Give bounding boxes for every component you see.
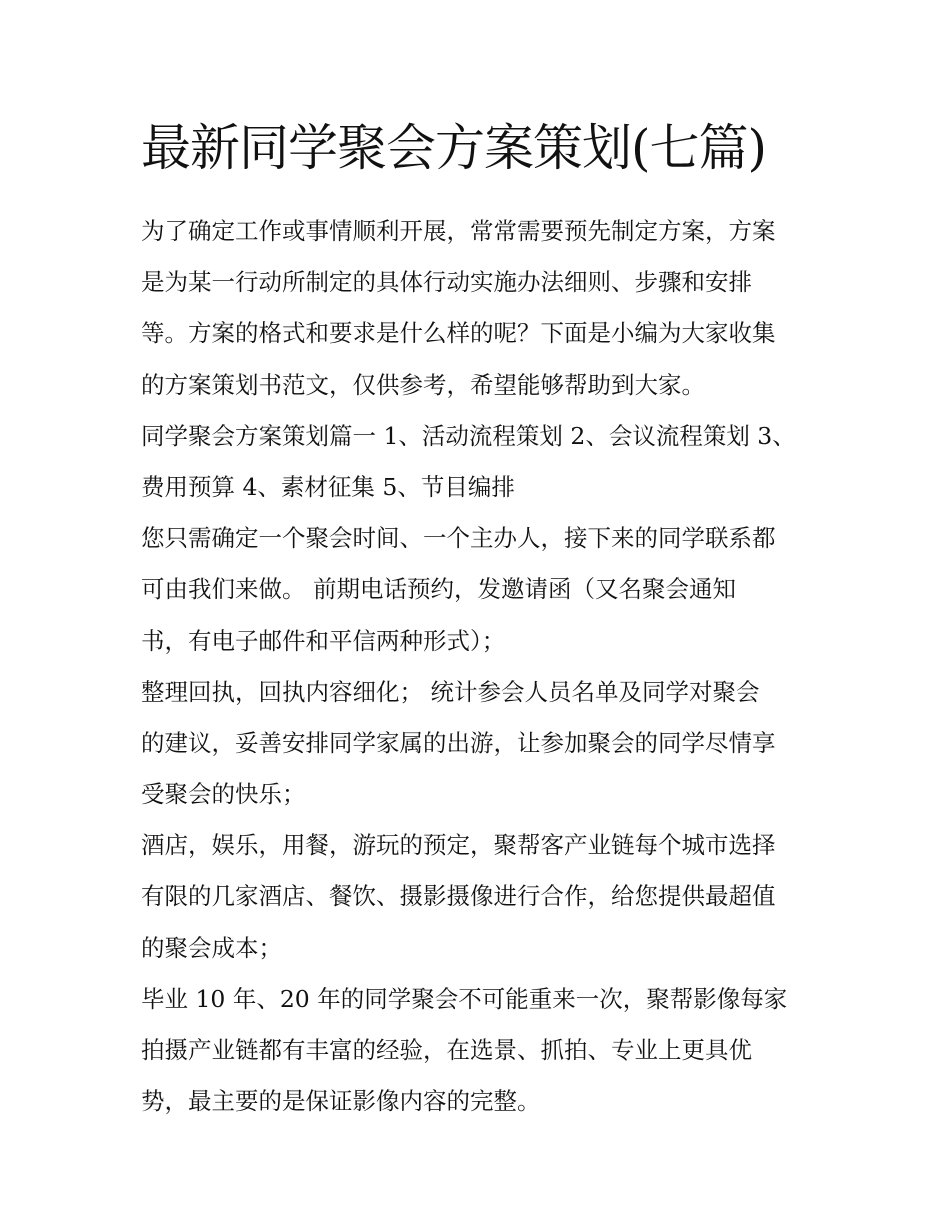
text-line: 同学聚会方案策划篇一 1、活动流程策划 2、会议流程策划 3、 [141,421,796,450]
text-line: 的建议，妥善安排同学家属的出游，让参加聚会的同学尽情享 [141,728,776,757]
text-line: 势，最主要的是保证影像内容的完整。 [141,1087,541,1116]
text-line: 您只需确定一个聚会时间、一个主办人，接下来的同学联系都 [141,524,776,553]
text-line: 为了确定工作或事情顺利开展，常常需要预先制定方案，方案 [141,217,776,245]
text-line: 书，有电子邮件和平信两种形式）； [141,626,506,655]
text-line: 是为某一行动所制定的具体行动实施办法细则、步骤和安排 [141,268,752,297]
text-line: 有限的几家酒店、餐饮、摄影摄像进行合作，给您提供最超值 [141,882,776,911]
document-page [141,112,821,1127]
text-line: 的聚会成本； [141,933,282,962]
text-line: 受聚会的快乐； [141,780,306,809]
paragraph-receipt [141,667,821,821]
paragraph-contact [141,513,821,667]
text-line: 毕业 10 年、20 年的同学聚会不可能重来一次，聚帮影像每家 [141,984,788,1013]
paragraph-intro [141,206,821,411]
document-title: 最新同学聚会方案策划(七篇) [141,119,767,177]
text-line: 费用预算 4、素材征集 5、节目编排 [141,472,515,501]
paragraph-booking [141,820,821,974]
text-line: 可由我们来做。 前期电话预约，发邀请函（又名聚会通知 [141,575,736,604]
text-line: 拍摄产业链都有丰富的经验，在选景、抓拍、专业上更具优 [141,1036,752,1064]
paragraph-outline [141,411,821,513]
text-line: 等。方案的格式和要求是什么样的呢？下面是小编为大家收集 [141,319,776,348]
text-line: 酒店，娱乐，用餐，游玩的预定，聚帮客产业链每个城市选择 [141,831,776,860]
document-body [141,206,821,1127]
text-line: 整理回执，回执内容细化； 统计参会人员名单及同学对聚会 [141,677,760,706]
text-line: 的方案策划书范文，仅供参考，希望能够帮助到大家。 [141,370,705,399]
paragraph-photography [141,974,821,1128]
